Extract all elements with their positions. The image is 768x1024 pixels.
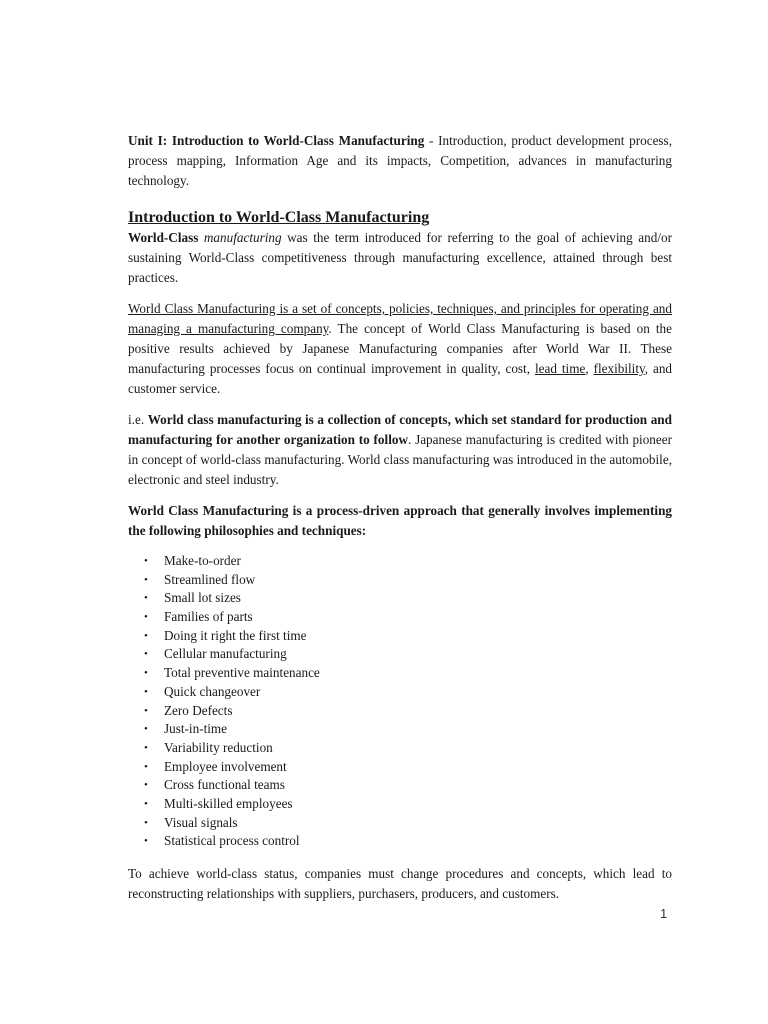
bullet-icon: •	[144, 797, 148, 810]
bullet-icon: •	[144, 667, 148, 680]
list-item-text: Doing it right the first time	[164, 627, 307, 643]
bullet-icon: •	[144, 779, 148, 792]
paragraph-collection	[128, 410, 672, 490]
list-item	[128, 795, 672, 814]
list-item-text: Quick changeover	[164, 683, 261, 699]
list-item	[128, 627, 672, 646]
list-item-text: Variability reduction	[164, 739, 273, 755]
bullet-icon: •	[144, 760, 148, 773]
wcm-concept-text: . The concept of World Class Manufacturing is based on the positive results achieved by Japanese Manufacturing companies after World War II. These manufacturing processes focus on continual improvement in quality, cost,	[128, 321, 672, 376]
paragraph-conclusion: To achieve world-class status, companies must change procedures and concepts, which lead to reconstructing relationships with suppliers, purchasers, producers, and customers.	[128, 866, 672, 901]
list-item	[128, 664, 672, 683]
list-item	[128, 814, 672, 833]
unit-title: Unit I: Introduction to World-Class Manufacturing	[128, 133, 425, 148]
list-item	[128, 720, 672, 739]
definition-text: was the term introduced for referring to the goal of achieving and/or sustaining World-Class competitiveness through manufacturing excellence, attained through best practices.	[128, 230, 672, 285]
bullet-icon: •	[144, 723, 148, 736]
list-item-text: Employee involvement	[164, 758, 287, 774]
paragraph-process-driven	[128, 501, 672, 541]
list-item-text: Total preventive maintenance	[164, 665, 320, 681]
list-item-text: Streamlined flow	[164, 571, 256, 587]
paragraph-definition	[128, 228, 672, 288]
list-item	[128, 702, 672, 721]
bullet-icon: •	[144, 648, 148, 661]
link-flexibility[interactable]: flexibility	[593, 361, 645, 376]
term-manufacturing: manufacturing	[198, 230, 282, 245]
bullet-icon: •	[144, 555, 148, 567]
bullet-icon: •	[144, 629, 148, 642]
section-heading: Introduction to World-Class Manufacturing	[128, 209, 430, 226]
bullet-icon: •	[144, 741, 148, 754]
link-separator: ,	[585, 361, 594, 376]
document-body	[128, 131, 672, 904]
bullet-icon: •	[144, 611, 148, 624]
collection-rest: . Japanese manufacturing is credited with pioneer in concept of world-class manufacturing. World class manufacturing was introduced in the automobile, electronic and steel industry.	[128, 432, 672, 487]
wcm-definition-underlined: World Class Manufacturing is a set of concepts, policies, techniques, and principles for operating and managing a manufacturing company	[128, 301, 672, 336]
paragraph-wcm-concept	[128, 299, 672, 399]
list-item	[128, 645, 672, 664]
list-item	[128, 589, 672, 608]
bullet-icon: •	[144, 704, 148, 717]
ie-prefix: i.e.	[128, 412, 148, 427]
techniques-list	[128, 552, 672, 851]
list-item-text: Multi-skilled employees	[164, 795, 293, 811]
link-lead-time[interactable]: lead time	[534, 361, 586, 376]
bullet-icon: •	[144, 816, 148, 829]
bullet-icon: •	[144, 685, 148, 698]
list-item-text: Cellular manufacturing	[164, 646, 287, 662]
bullet-icon: •	[144, 573, 148, 586]
list-item-text: Families of parts	[164, 609, 253, 625]
unit-heading-paragraph	[128, 131, 672, 191]
collection-bold: World class manufacturing is a collection of concepts, which set standard for production and manufacturing for another organization to follow	[128, 412, 672, 447]
list-item	[128, 832, 672, 851]
list-item	[128, 739, 672, 758]
list-item-text: Cross functional teams	[164, 777, 285, 793]
list-item-text: Statistical process control	[164, 833, 300, 849]
list-item	[128, 758, 672, 777]
wcm-concept-end: , and customer service.	[128, 361, 673, 396]
unit-topics: - Introduction, product development process, process mapping, Information Age and its impacts, Competition, advances in manufacturing technology.	[128, 133, 672, 188]
list-item	[128, 776, 672, 795]
list-item-text: Small lot sizes	[164, 590, 241, 606]
process-driven-bold: World Class Manufacturing is a process-driven approach that generally involves implementing the following philosophies and techniques:	[128, 503, 672, 538]
list-item	[128, 608, 672, 627]
list-item-text: Zero Defects	[164, 702, 233, 718]
page-number: 1	[660, 906, 668, 921]
bullet-icon: •	[144, 592, 148, 605]
list-item-text: Make-to-order	[164, 553, 241, 568]
list-item	[128, 683, 672, 702]
bullet-icon: •	[144, 835, 148, 848]
list-item	[128, 571, 672, 590]
list-item	[128, 552, 672, 571]
list-item-text: Just-in-time	[164, 721, 228, 737]
term-world-class: World-Class	[128, 230, 199, 245]
list-item-text: Visual signals	[164, 814, 238, 830]
